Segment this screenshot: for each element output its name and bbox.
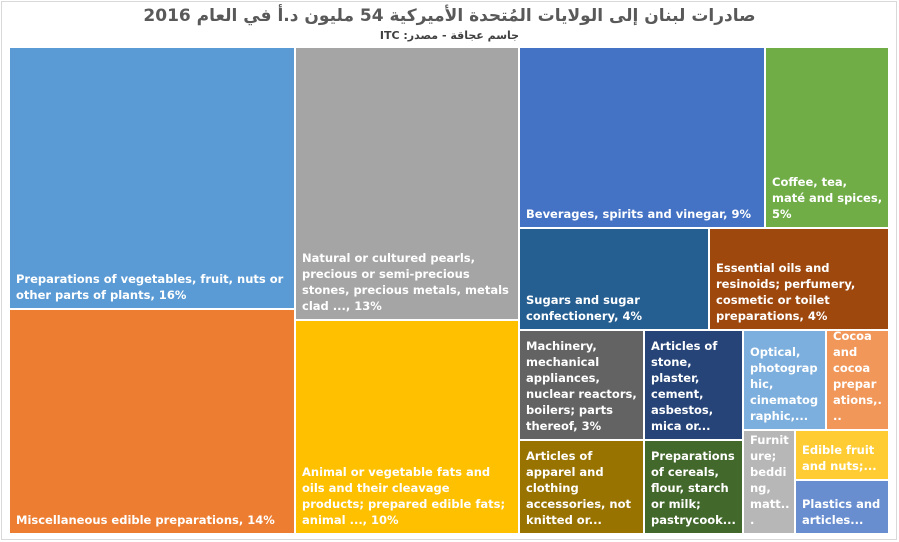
chart-subtitle: جاسم عجاقة - مصدر: ITC (379, 29, 520, 42)
treemap-tile (644, 330, 743, 440)
chart-title: صادرات لبنان إلى الولايات المُتحدة الأميركية 54 مليون د.أ في العام 2016 (143, 6, 756, 26)
treemap-tile-label: Sugars and sugar confectionery, 4% (526, 293, 643, 323)
treemap-tile-label: Machinery, mechanical appliances, nuclear reactors, boilers; parts thereof, 3% (526, 339, 637, 433)
treemap-tile-label: Preparations of vegetables, fruit, nuts or other parts of plants, 16% (16, 272, 284, 302)
treemap-tile-label: Coffee, tea, maté and spices, 5% (772, 175, 883, 221)
treemap-tile (709, 228, 889, 330)
treemap-tile (295, 47, 519, 320)
treemap-tile (795, 430, 889, 480)
treemap-tile (519, 330, 644, 440)
treemap-tile (9, 309, 295, 534)
treemap-tile-label: Miscellaneous edible preparations, 14% (16, 513, 275, 527)
treemap-tile (795, 480, 889, 534)
treemap-tile (519, 440, 644, 534)
treemap-tile (519, 228, 709, 330)
treemap-tile-label: Edible fruit and nuts;... (802, 443, 877, 473)
treemap-tile-label: Optical, photographic, cinematographic,... (750, 345, 819, 423)
treemap-tile-label: Furniture; bedding, matt... (750, 433, 790, 527)
treemap-tile (295, 320, 519, 534)
treemap-tile (826, 330, 889, 430)
treemap-tile (644, 440, 743, 534)
treemap-tile (765, 47, 889, 228)
treemap-tile-label: Cocoa and cocoa preparations,... (833, 330, 882, 423)
treemap-tile-label: Articles of stone, plaster, cement, asbestos, mica or... (651, 339, 718, 433)
treemap-tile-label: Natural or cultured pearls, precious or semi-precious stones, precious metals, metals clad ..., 13% (302, 251, 509, 313)
treemap-tile (519, 47, 765, 228)
treemap-tile (743, 330, 826, 430)
treemap-tile (743, 430, 795, 534)
treemap-tile-label: Preparations of cereals, flour, starch or milk; pastrycook... (651, 449, 736, 527)
treemap-tile-label: Beverages, spirits and vinegar, 9% (526, 207, 751, 221)
treemap-tile-label: Animal or vegetable fats and oils and their cleavage products; prepared edible fats; animal ..., 10% (302, 465, 506, 527)
treemap-tile (9, 47, 295, 309)
treemap-tile-label: Essential oils and resinoids; perfumery, cosmetic or toilet preparations, 4% (716, 261, 856, 323)
treemap-tile-label: Plastics and articles... (802, 497, 881, 527)
treemap-tile-label: Articles of apparel and clothing accessories, not knitted or... (526, 449, 631, 527)
